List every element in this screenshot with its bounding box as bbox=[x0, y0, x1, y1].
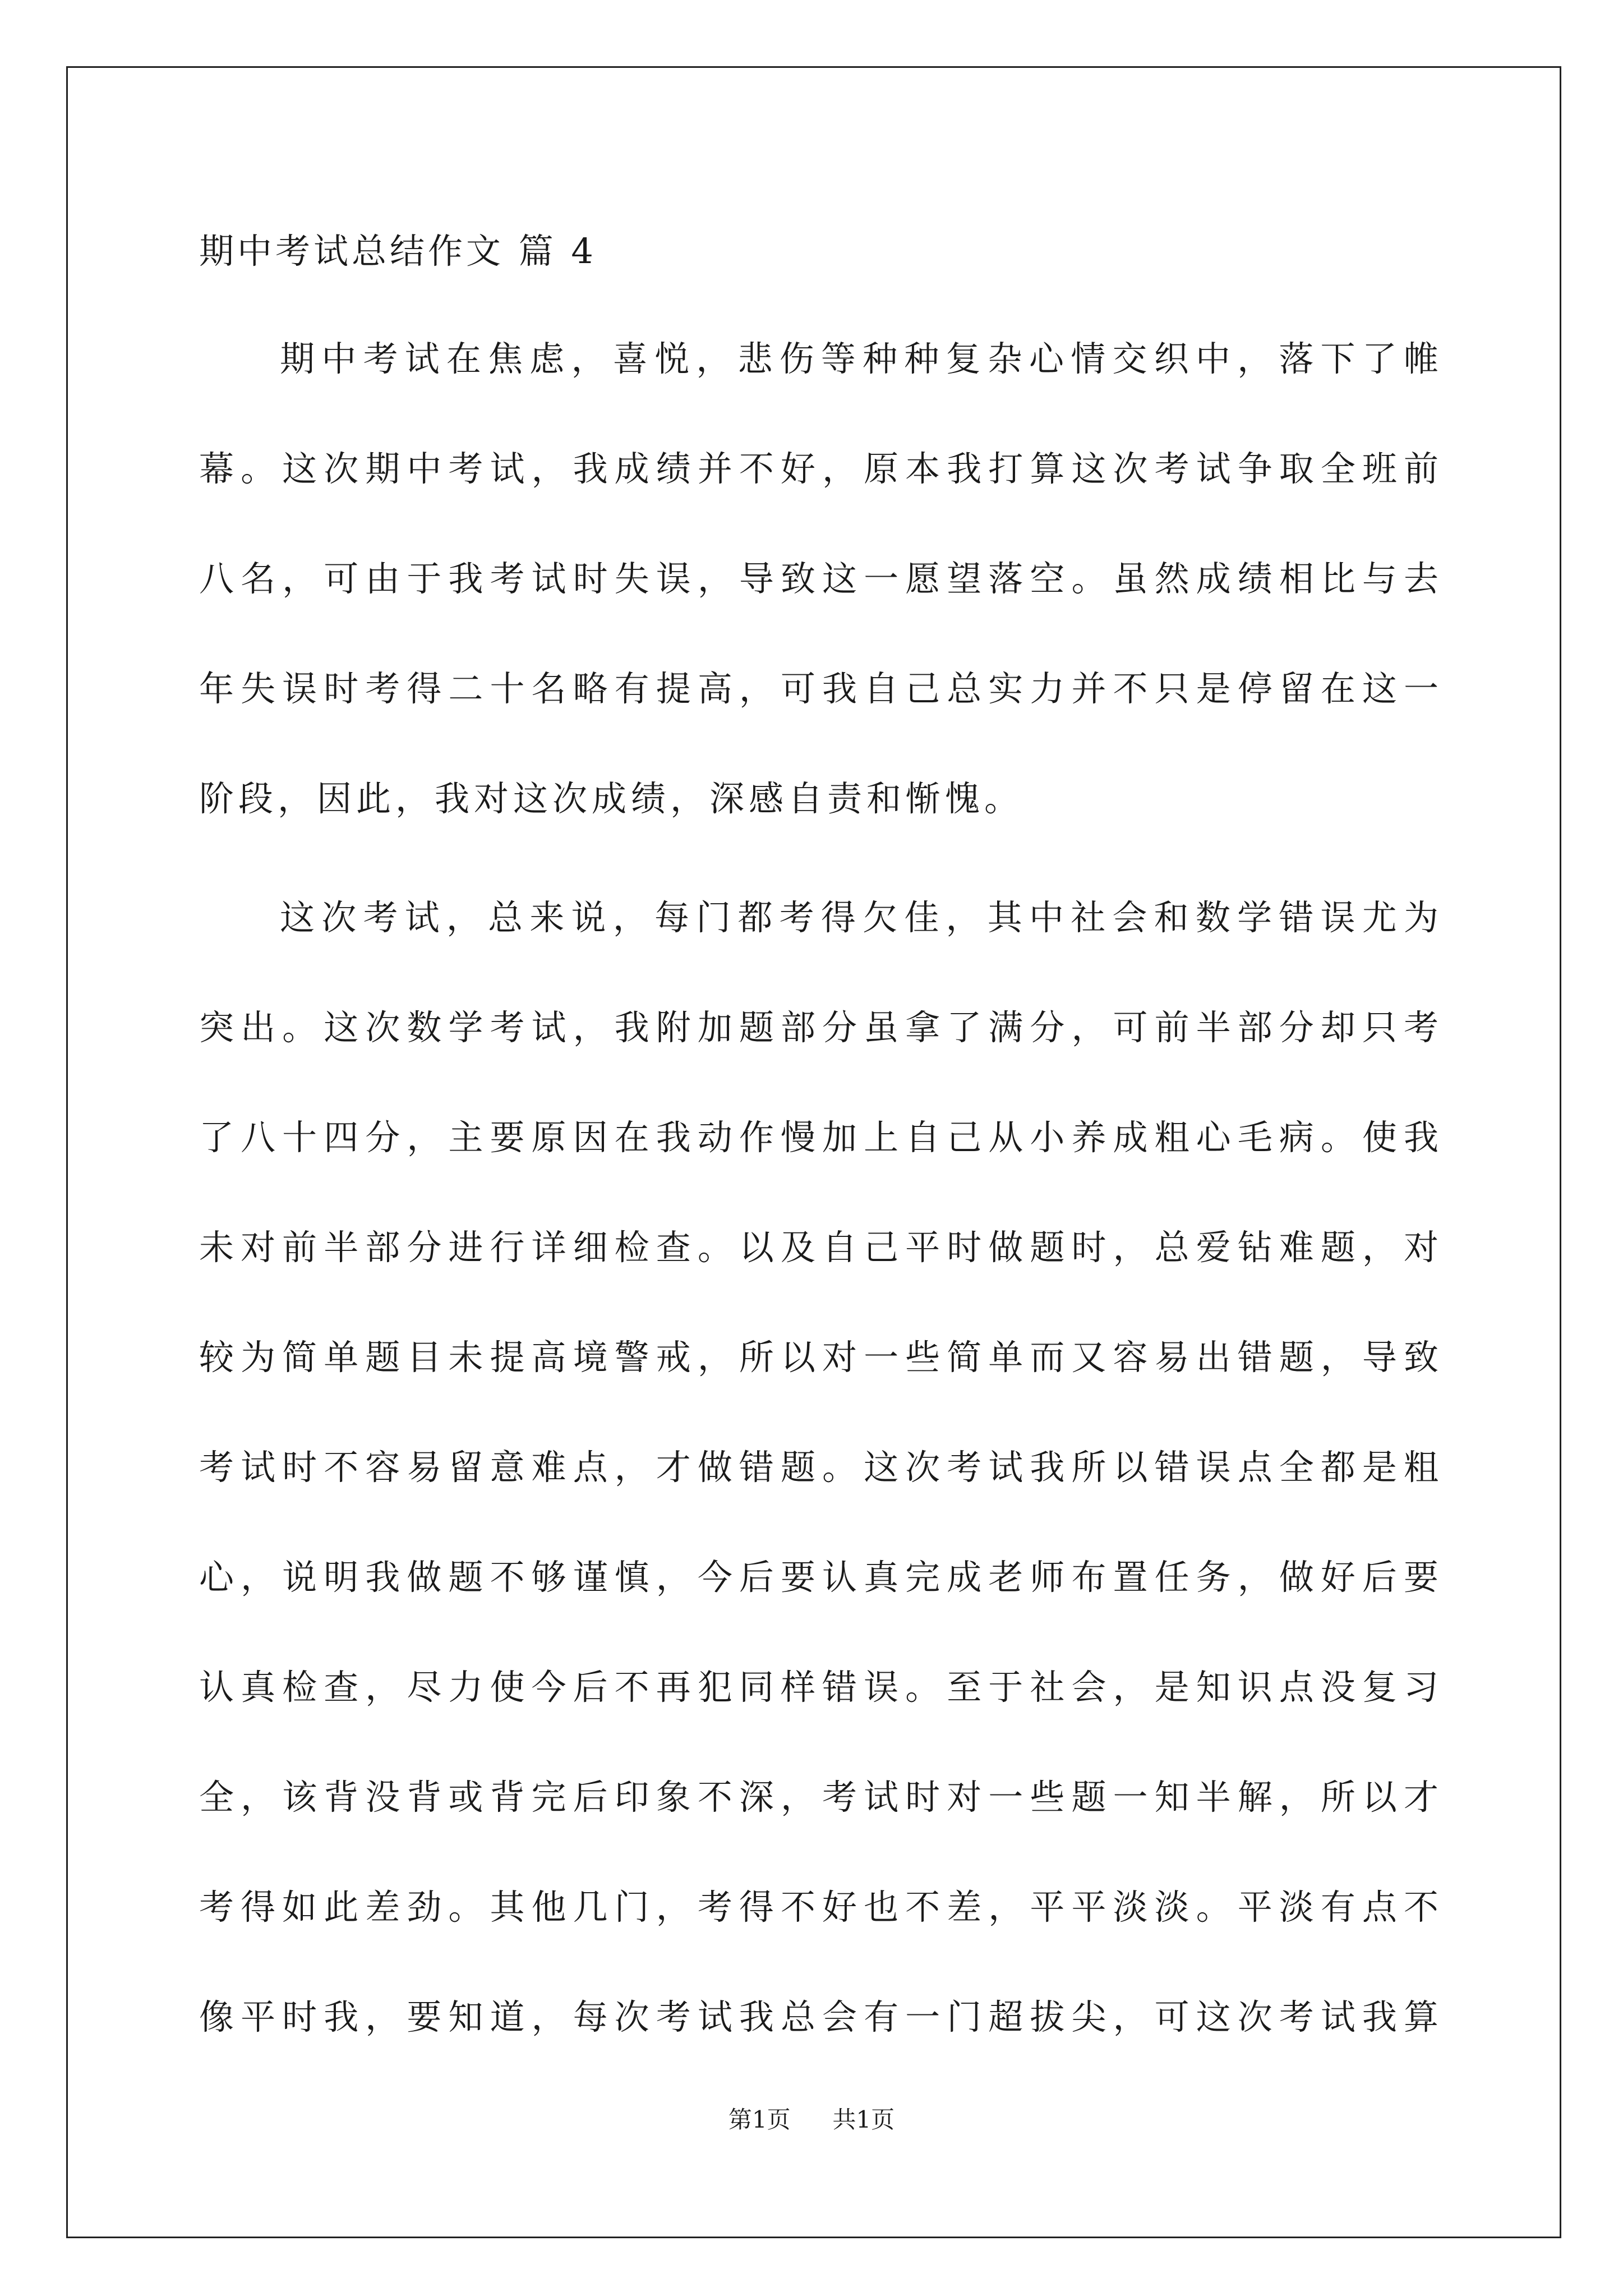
text-line: 心，说明我做题不够谨慎，今后要认真完成老师布置任务，做好后要 bbox=[199, 1557, 1438, 1598]
text-line: 这次考试，总来说，每门都考得欠佳，其中社会和数学错误尤为 bbox=[280, 897, 1438, 938]
text-line: 幕。这次期中考试，我成绩并不好，原本我打算这次考试争取全班前 bbox=[199, 448, 1438, 489]
page-number: 第1页 bbox=[728, 2106, 791, 2133]
text-line: 未对前半部分进行详细检查。以及自己平时做题时，总爱钻难题，对 bbox=[199, 1227, 1438, 1268]
page-footer bbox=[0, 2103, 1623, 2137]
page-total: 共1页 bbox=[832, 2106, 895, 2133]
text-line: 较为简单题目未提高境警戒，所以对一些简单而又容易出错题，导致 bbox=[199, 1337, 1438, 1378]
document-title: 期中考试总结作文 篇 4 bbox=[199, 231, 597, 272]
text-line: 认真检查，尽力使今后不再犯同样错误。至于社会，是知识点没复习 bbox=[199, 1667, 1438, 1708]
text-line: 全，该背没背或背完后印象不深，考试时对一些题一知半解，所以才 bbox=[199, 1777, 1438, 1818]
text-line: 期中考试在焦虑，喜悦，悲伤等种种复杂心情交织中，落下了帷 bbox=[280, 338, 1438, 379]
text-line: 年失误时考得二十名略有提高，可我自己总实力并不只是停留在这一 bbox=[199, 668, 1438, 709]
text-line: 考得如此差劲。其他几门，考得不好也不差，平平淡淡。平淡有点不 bbox=[199, 1887, 1438, 1927]
text-line: 了八十四分，主要原因在我动作慢加上自己从小养成粗心毛病。使我 bbox=[199, 1117, 1438, 1158]
text-line: 阶段，因此，我对这次成绩，深感自责和惭愧。 bbox=[199, 778, 1024, 819]
text-line: 突出。这次数学考试，我附加题部分虽拿了满分，可前半部分却只考 bbox=[199, 1007, 1438, 1048]
text-line: 八名，可由于我考试时失误，导致这一愿望落空。虽然成绩相比与去 bbox=[199, 558, 1438, 599]
text-line: 像平时我，要知道，每次考试我总会有一门超拔尖，可这次考试我算 bbox=[199, 1996, 1438, 2037]
text-line: 考试时不容易留意难点，才做错题。这次考试我所以错误点全都是粗 bbox=[199, 1447, 1438, 1488]
